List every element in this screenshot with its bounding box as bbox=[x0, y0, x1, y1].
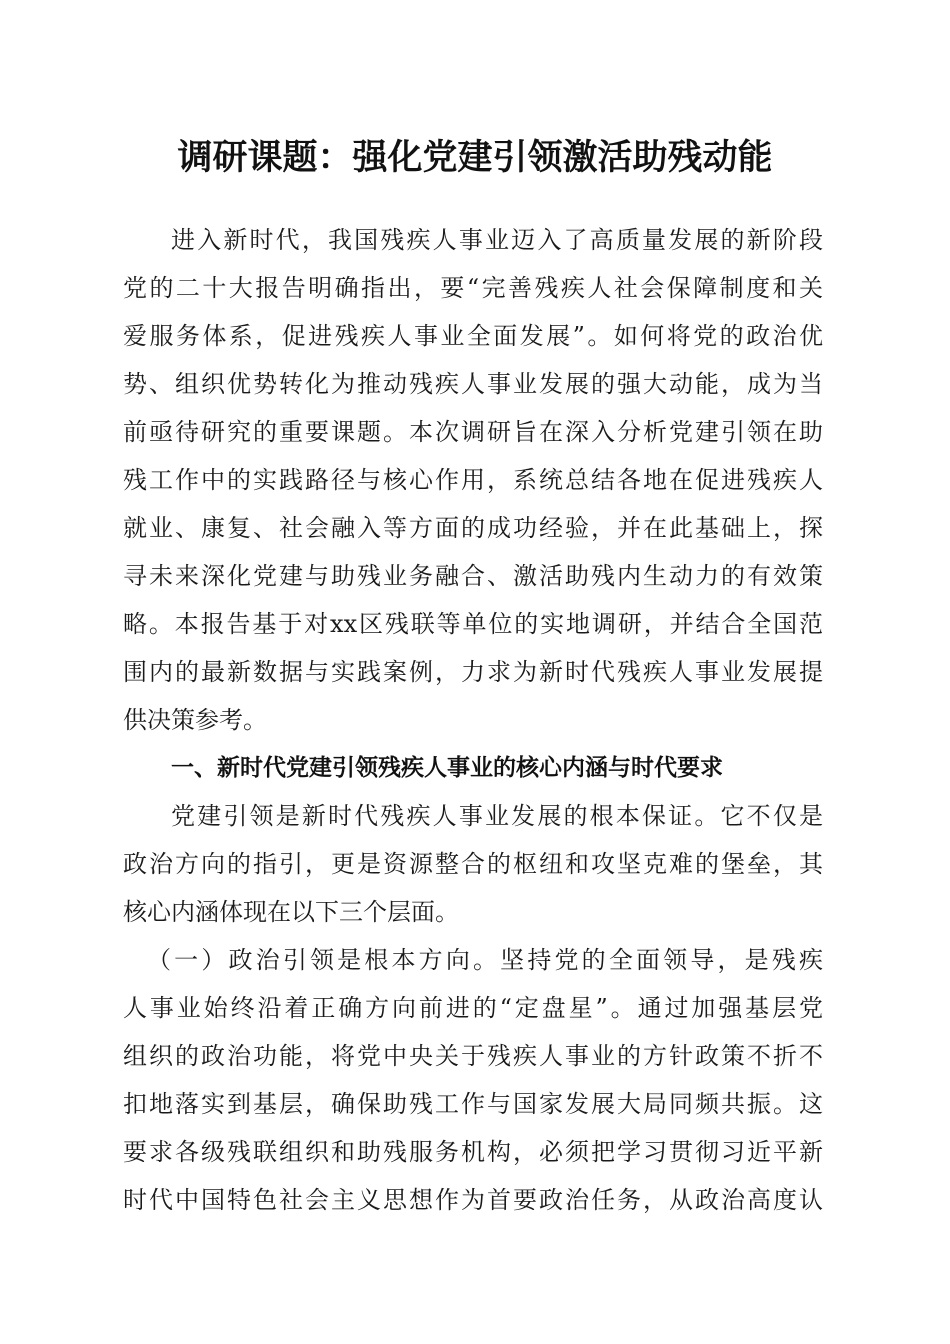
subsection-line: （一）政治引领是根本方向。坚持党的全面领导，是残疾 bbox=[147, 946, 823, 974]
subsection-line: 组织的政治功能，将党中央关于残疾人事业的方针政策不折不 bbox=[123, 1042, 823, 1070]
intro-line: 寻未来深化党建与助残业务融合、激活助残内生动力的有效策 bbox=[123, 562, 823, 590]
intro-line: 进入新时代，我国残疾人事业迈入了高质量发展的新阶段 bbox=[171, 226, 823, 254]
subsection-line: 人事业始终沿着正确方向前进的“定盘星”。通过加强基层党 bbox=[123, 994, 823, 1022]
document-title: 调研课题：强化党建引领激活助残动能 bbox=[177, 137, 773, 178]
subsection-line: 扣地落实到基层，确保助残工作与国家发展大局同频共振。这 bbox=[123, 1090, 823, 1118]
intro-line: 围内的最新数据与实践案例，力求为新时代残疾人事业发展提 bbox=[123, 658, 823, 686]
section-line: 核心内涵体现在以下三个层面。 bbox=[123, 898, 459, 926]
section-line: 党建引领是新时代残疾人事业发展的根本保证。它不仅是 bbox=[171, 802, 823, 830]
subsection-line: 时代中国特色社会主义思想作为首要政治任务，从政治高度认 bbox=[123, 1186, 823, 1214]
intro-line: 前亟待研究的重要课题。本次调研旨在深入分析党建引领在助 bbox=[123, 418, 823, 446]
intro-line: 党的二十大报告明确指出，要“完善残疾人社会保障制度和关 bbox=[123, 274, 823, 302]
intro-line: 爱服务体系，促进残疾人事业全面发展”。如何将党的政治优 bbox=[123, 322, 823, 350]
intro-line: 就业、康复、社会融入等方面的成功经验，并在此基础上，探 bbox=[123, 514, 823, 542]
intro-line: 势、组织优势转化为推动残疾人事业发展的强大动能，成为当 bbox=[123, 370, 823, 398]
intro-line: 略。本报告基于对xx区残联等单位的实地调研，并结合全国范 bbox=[123, 610, 823, 638]
intro-line: 供决策参考。 bbox=[123, 706, 267, 734]
subsection-line: 要求各级残联组织和助残服务机构，必须把学习贯彻习近平新 bbox=[123, 1138, 823, 1166]
section-heading: 一、新时代党建引领残疾人事业的核心内涵与时代要求 bbox=[171, 755, 723, 781]
intro-line: 残工作中的实践路径与核心作用，系统总结各地在促进残疾人 bbox=[123, 466, 823, 494]
section-line: 政治方向的指引，更是资源整合的枢纽和攻坚克难的堡垒，其 bbox=[123, 850, 823, 878]
